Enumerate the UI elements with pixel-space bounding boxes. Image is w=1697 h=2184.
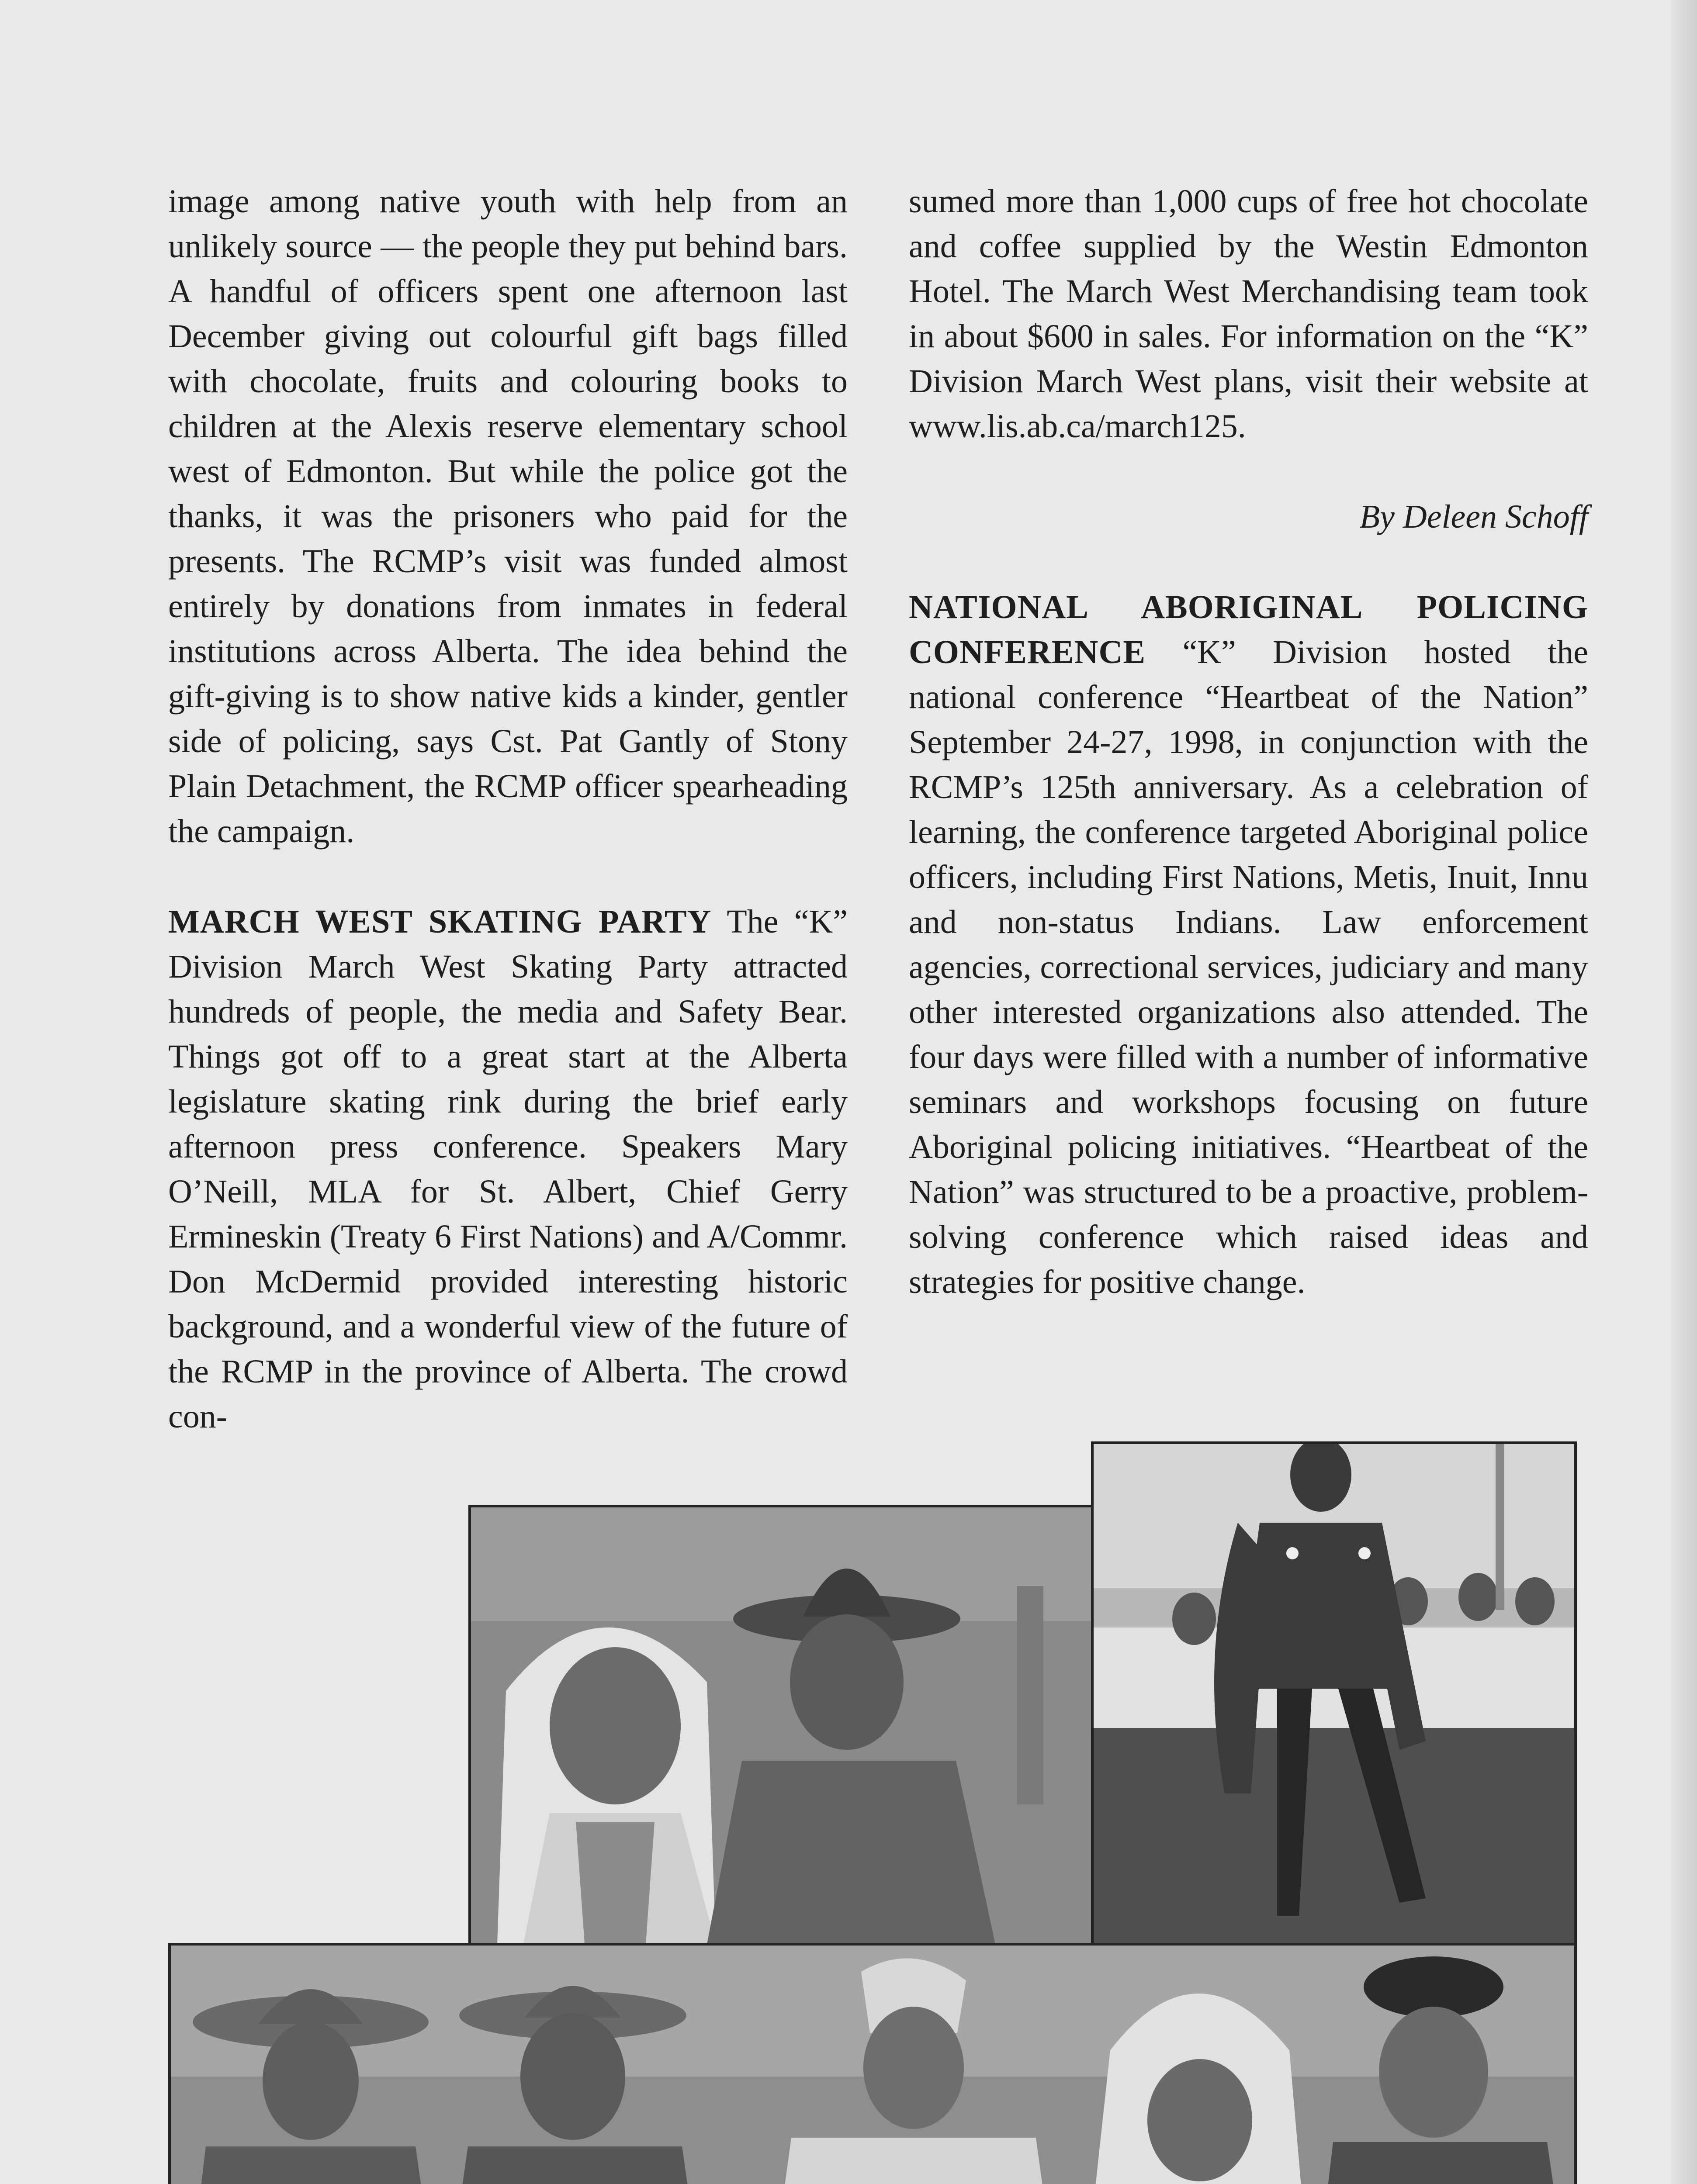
conference-heading: NATIONAL ABORIGINAL POLICING CONFERENCE <box>909 589 1588 670</box>
conference-paragraph <box>909 585 1588 1305</box>
march-west-heading: MARCH WEST SKATING PARTY <box>168 903 712 940</box>
photo-metis-dancer <box>1091 1441 1577 1947</box>
photo-group <box>168 1943 1577 2184</box>
left-column <box>168 179 848 1439</box>
photo-harold-healy-mcnabb <box>468 1505 1096 1947</box>
right-column <box>909 179 1588 1305</box>
intro-paragraph: image among native youth with help from an unlikely source — the people they put behind bars. A handful of officers spent one afternoon last December giving out colourful gift bags filled with chocolate, fruits and colouring books to children at the Alexis reserve elementary school west of Edmonton. But while the police got the thanks, it was the prisoners who paid for the presents. The RCMP’s visit was funded almost entirely by donations from inmates in federal institutions across Alberta. The idea behind the gift-giving is to show native kids a kinder, gentler side of policing, says Cst. Pat Gantly of Stony Plain Detachment, the RCMP officer spearheading the campaign. <box>168 183 848 850</box>
byline: By Deleen Schoff <box>1359 498 1588 535</box>
march-west-paragraph <box>168 899 848 1439</box>
conference-text: “K” Division hosted the national conference “Heartbeat of the Nation” September 24-27, 1998, in conjunction with the RCMP’s 125th anniversary. As a celebration of learning, the conference targeted Aboriginal police officers, including First Nations, Metis, Inuit, Innu and non-status Indians. Law enforcement agencies, correctional services, judiciary and many other interested organizations also attended. The four days were filled with a number of informative seminars and workshops focusing on future Aboriginal policing initiatives. “Heartbeat of the Nation” was structured to be a proactive, problem-solving conference which raised ideas and strategies for positive change. <box>909 634 1589 1300</box>
march-west-continued: sumed more than 1,000 cups of free hot chocolate and coffee supplied by the Westin Edmonton Hotel. The March West Merchandising team took in about $600 in sales. For information on the “K” Division March West plans, visit their website at www.lis.ab.ca/march125. <box>909 183 1588 445</box>
page-edge <box>1671 0 1697 2184</box>
march-west-text: The “K” Division March West Skating Party attracted hundreds of people, the media and Safety Bear. Things got off to a great start at the Alberta legislature skating rink during the brief early afternoon press conference. Speakers Mary O’Neill, MLA for St. Albert, Chief Gerry Ermineskin (Treaty 6 First Nations) and A/Commr. Don McDermid provided interesting historic background, and a wonderful view of the future of the RCMP in the province of Alberta. The crowd con- <box>168 903 848 1435</box>
